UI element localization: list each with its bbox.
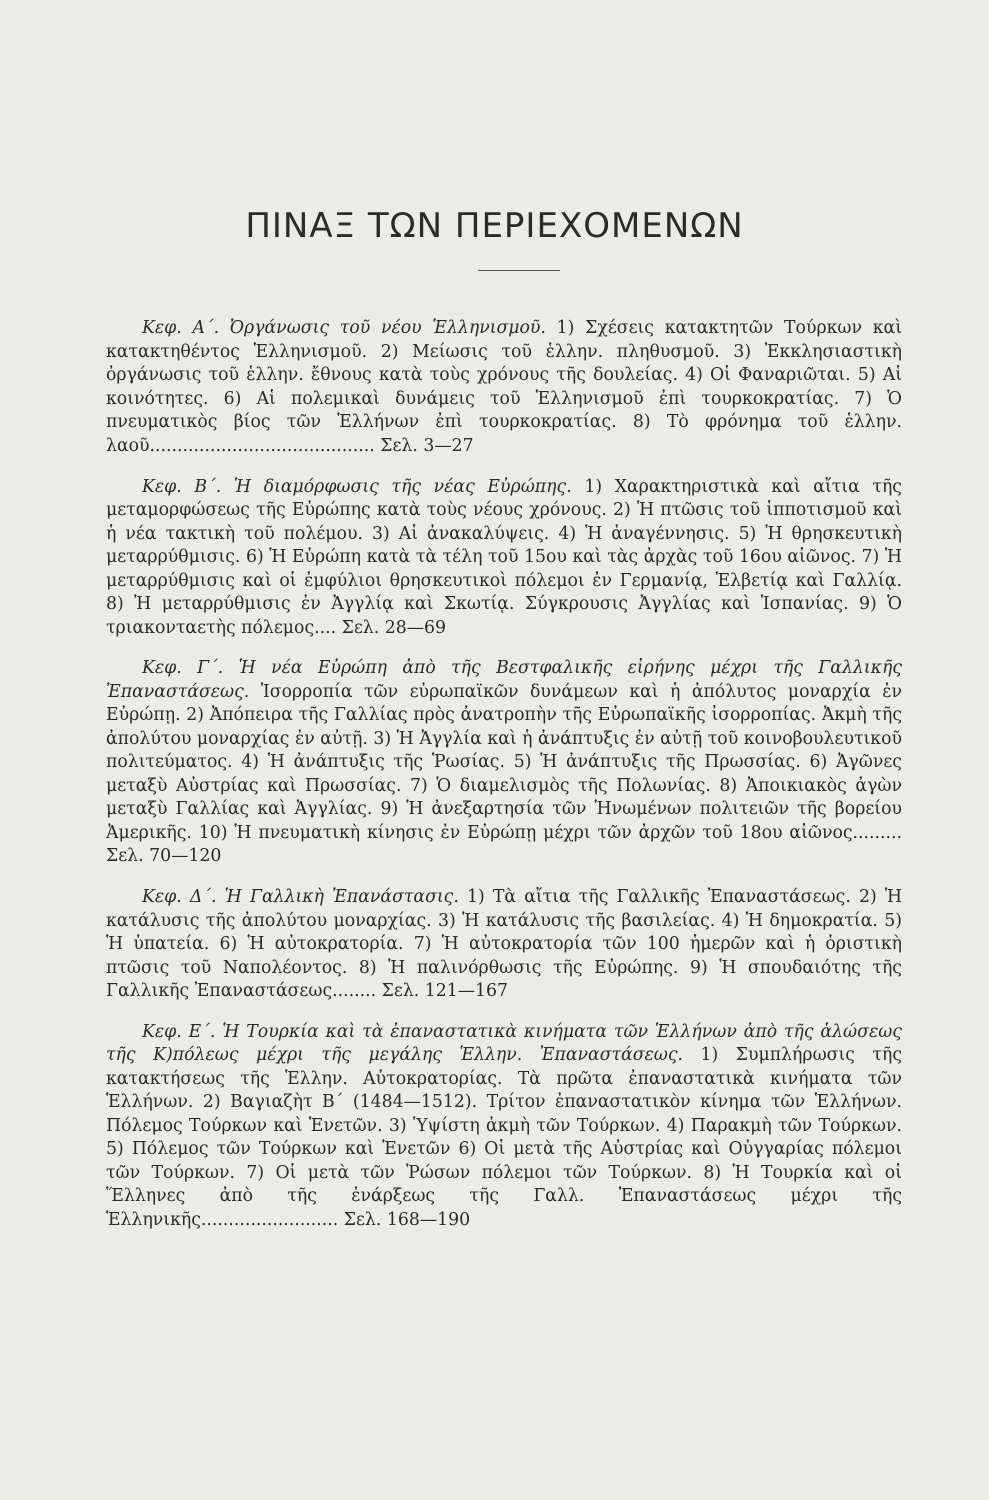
toc-list xyxy=(106,300,902,1243)
chapter-contents: 1) Σχέσεις κατακτητῶν Τούρκων καὶ κατακτηθέντος Ἑλληνισμοῦ. 2) Μείωσις τοῦ ἑλλην. πληθυσμοῦ. 3) Ἐκκλησιαστικὴ ὀργάνωσις τοῦ ἑλλην. ἔθνους κατὰ τοὺς χρόνους τῆς δουλείας. 4) Οἱ Φαναριῶται. 5) Αἱ κοινότητες. 6) Αἱ πολεμικαὶ δυνάμεις τοῦ Ἑλληνισμοῦ ἐπὶ τουρκοκρατίας. 7) Ὁ πνευματικὸς βίος τῶν Ἑλλήνων ἐπὶ τουρκοκρατίας. 8) Τὸ φρόνημα τοῦ ἑλλην. λαοῦ......................................... xyxy=(106,318,902,456)
chapter-pages: Σελ. 121—167 xyxy=(376,981,508,1002)
toc-entry-chapter-e xyxy=(106,1021,902,1233)
toc-entry-chapter-a xyxy=(106,317,902,458)
chapter-heading: Κεφ. Γ΄. Ἡ νέα Εὐρώπη ἀπὸ τῆς Βεστφαλικῆς εἰρήνης μέχρι τῆς Γαλλικῆς Ἐπαναστάσεως. xyxy=(106,658,902,702)
chapter-heading: Κεφ. Β΄. Ἡ διαμόρφωσις τῆς νέας Εὐρώπης. xyxy=(142,476,572,497)
chapter-pages: Σελ. 70—120 xyxy=(106,846,222,867)
chapter-contents: 1) Συμπλήρωσις τῆς κατακτήσεως τῆς Ἑλλην. Αὐτοκρατορίας. Τὰ πρῶτα ἐπαναστατικὰ κινήματα τῶν Ἑλλήνων. 2) Βαγιαζὴτ Β΄ (1484—1512). Τρίτον ἐπαναστατικὸν κίνημα τῶν Ἑλλήνων. Πόλεμος Τούρκων καὶ Ἑνετῶν. 3) Ὑψίστη ἀκμὴ τῶν Τούρκων. 4) Παρακμὴ τῶν Τούρκων. 5) Πόλεμος τῶν Τούρκων καὶ Ἑνετῶν 6) Οἱ μετὰ τῆς Αὐστρίας καὶ Οὐγγαρίας πόλεμοι τῶν Τούρκων. 7) Οἱ μετὰ τῶν Ῥώσων πόλεμοι τῶν Τούρκων. 8) Ἡ Τουρκία καὶ οἱ Ἕλληνες ἀπὸ τῆς ἐνάρξεως τῆς Γαλλ. Ἐπαναστάσεως μέχρι τῆς Ἑλληνικῆς......................... xyxy=(106,1045,902,1230)
toc-entry-chapter-d xyxy=(106,886,902,1004)
chapter-contents: 1) Χαρακτηριστικὰ καὶ αἴτια τῆς μεταμορφώσεως τῆς Εὐρώπης κατὰ τοὺς νέους χρόνους. 2) Ἡ πτῶσις τοῦ ἱπποτισμοῦ καὶ ἡ νέα τακτικὴ τοῦ πολέμου. 3) Αἱ ἀνακαλύψεις. 4) Ἡ ἀναγέννησις. 5) Ἡ θρησκευτικὴ μεταρρύθμισις. 6) Ἡ Εὐρώπη κατὰ τὰ τέλη τοῦ 15ου καὶ τὰς ἀρχὰς τοῦ 16ου αἰῶνος. 7) Ἡ μεταρρύθμισις καὶ οἱ ἐμφύλιοι θρησκευτικοὶ πόλεμοι ἐν Γερμανίᾳ, Ἑλβετίᾳ καὶ Γαλλίᾳ. 8) Ἡ μεταρρύθμισις ἐν Ἀγγλίᾳ καὶ Σκωτίᾳ. Σύγκρουσις Ἀγγλίας καὶ Ἱσπανίας. 9) Ὁ τριακονταετὴς πόλεμος.... xyxy=(106,476,902,638)
chapter-pages: Σελ. 28—69 xyxy=(336,617,446,638)
chapter-heading: Κεφ. Ε΄. Ἡ Τουρκία καὶ τὰ ἐπαναστατικὰ κινήματα τῶν Ἑλλήνων ἀπὸ τῆς ἁλώσεως τῆς Κ)πόλεως μέχρι τῆς μεγάλης Ἑλλην. Ἐπαναστάσεως. xyxy=(106,1021,902,1066)
title-divider xyxy=(478,270,560,271)
chapter-contents: 1) Τὰ αἴτια τῆς Γαλλικῆς Ἐπαναστάσεως. 2) Ἡ κατάλυσις τῆς ἀπολύτου μοναρχίας. 3) Ἡ κατάλυσις τῆς βασιλείας. 4) Ἡ δημοκρατία. 5) Ἡ ὑπατεία. 6) Ἡ αὐτοκρατορία. 7) Ἡ αὐτοκρατορία τῶν 100 ἡμερῶν καὶ ἡ ὁριστικὴ πτῶσις τοῦ Ναπολέοντος. 8) Ἡ παλινόρθωσις τῆς Εὐρώπης. 9) Ἡ σπουδαιότης τῆς Γαλλικῆς Ἐπαναστάσεως........ xyxy=(106,887,902,1002)
chapter-heading: Κεφ. Δ΄. Ἡ Γαλλικὴ Ἐπανάστασις. xyxy=(142,887,459,908)
chapter-heading: Κεφ. Α΄. Ὀργάνωσις τοῦ νέου Ἑλληνισμοῦ. xyxy=(142,318,546,339)
toc-entry-chapter-b xyxy=(106,476,902,641)
chapter-pages: Σελ. 3—27 xyxy=(374,435,474,456)
chapter-contents: Ἰσορροπία τῶν εὐρωπαϊκῶν δυνάμεων καὶ ἡ ἀπόλυτος μοναρχία ἐν Εὐρώπῃ. 2) Ἀπόπειρα τῆς Γαλλίας πρὸς ἀνατροπὴν τῆς Εὐρωπαϊκῆς ἰσορροπίας. Ἀκμὴ τῆς ἀπολύτου μοναρχίας ἐν αὐτῇ. 3) Ἡ Ἀγγλία καὶ ἡ ἀνάπτυξις ἐν αὐτῇ τοῦ κοινοβουλευτικοῦ πολιτεύματος. 4) Ἡ ἀνάπτυξις τῆς Ῥωσίας. 5) Ἡ ἀνάπτυξις τῆς Πρωσσίας. 6) Ἀγῶνες μεταξὺ Αὐστρίας καὶ Πρωσσίας. 7) Ὁ διαμελισμὸς τῆς Πολωνίας. 8) Ἀποικιακὸς ἀγὼν μεταξὺ Γαλλίας καὶ Ἀγγλίας. 9) Ἡ ἀνεξαρτησία τῶν Ἡνωμένων πολιτειῶν τῆς βορείου Ἀμερικῆς. 10) Ἡ πνευματικὴ κίνησις ἐν Εὐρώπῃ μέχρι τῶν ἀρχῶν τοῦ 18ου αἰῶνος......... xyxy=(106,681,902,843)
toc-entry-chapter-c xyxy=(106,657,902,869)
page-title: ΠΙΝΑΞ ΤΩΝ ΠΕΡΙΕΧΟΜΕΝΩΝ xyxy=(245,206,744,246)
chapter-pages: Σελ. 168—190 xyxy=(338,1209,471,1230)
